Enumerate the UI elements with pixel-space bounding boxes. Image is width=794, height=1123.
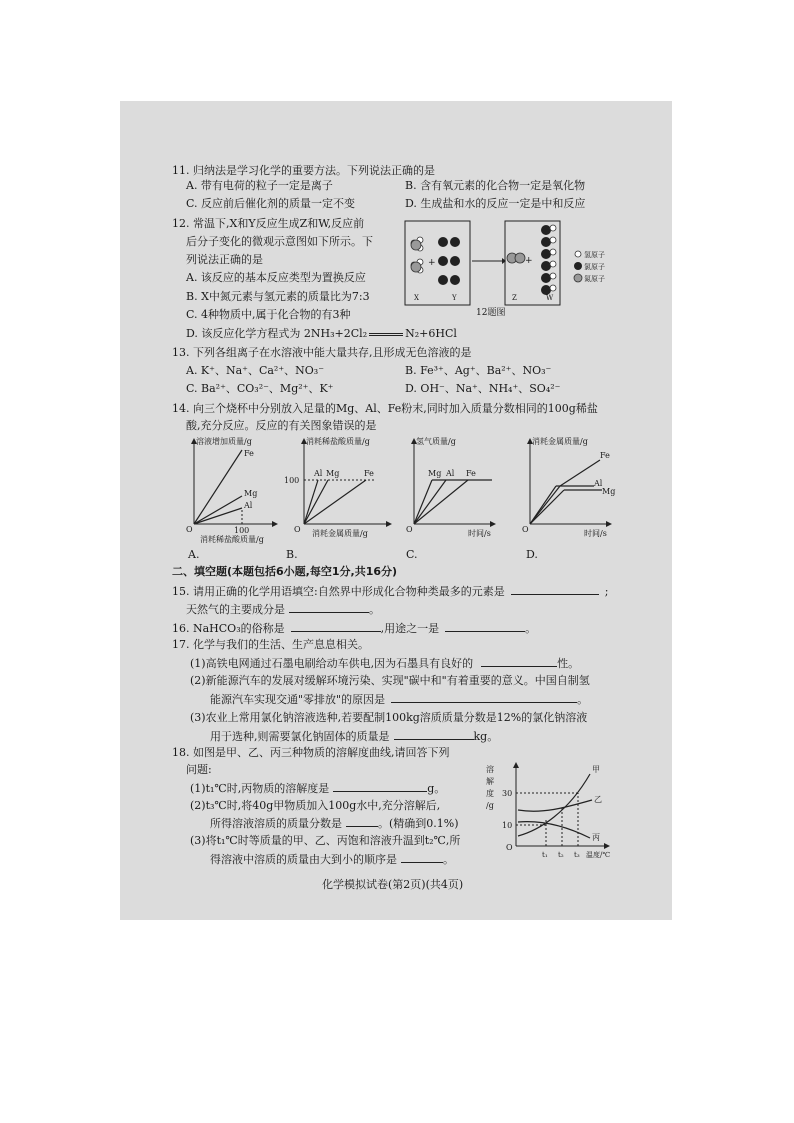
q12-option-c: C. 4种物质中,属于化合物的有3种 (186, 308, 351, 321)
q12-stem-line1: 12. 常温下,X和Y反应生成Z和W,反应前 (172, 217, 365, 230)
q18-sub3-line1: (3)将t₁℃时等质量的甲、乙、丙饱和溶液升温到t₂℃,所 (190, 834, 461, 847)
q17-stem: 17. 化学与我们的生活、生产息息相关。 (172, 638, 369, 651)
graph-a-series-fe: Fe (244, 449, 254, 458)
xtick-t1: t₁ (542, 851, 548, 859)
graph-b-series-fe: Fe (364, 469, 374, 478)
graph-b-xlabel: 消耗金属质量/g (312, 529, 368, 538)
q15-blank-1[interactable] (511, 584, 599, 595)
q14-stem-line1: 14. 向三个烧杯中分别放入足量的Mg、Al、Fe粉末,同时加入质量分数相同的100g稀盐 (172, 402, 598, 415)
q14-option-b: B. (286, 548, 298, 561)
q15-line1: 15. 请用正确的化学用语填空:自然界中形成化合物种类最多的元素是 ; (172, 585, 609, 598)
graph-a-tick: 100 (234, 526, 250, 535)
xtick-t3: t₃ (574, 851, 580, 859)
q12-molecule-figure (400, 218, 620, 318)
q11-option-c: C. 反应前后催化剂的质量一定不变 (186, 197, 356, 210)
q13-option-d: D. OH⁻、Na⁺、NH₄⁺、SO₄²⁻ (405, 382, 561, 395)
series-bing: 丙 (592, 833, 600, 842)
q14-graph-a (184, 436, 284, 548)
section-2-heading: 二、填空题(本题包括6小题,每空1分,共16分) (172, 565, 398, 578)
q12-option-b: B. X中氮元素与氢元素的质量比为7:3 (186, 290, 370, 303)
q12-option-d: D. 该反应化学方程式为 2NH₃+2Cl₂ N₂+6HCl (186, 327, 457, 340)
legend-hydrogen: 氢原子 (584, 251, 605, 259)
q18-stem-line1: 18. 如图是甲、乙、丙三种物质的溶解度曲线,请回答下列 (172, 746, 450, 759)
q15-blank-2[interactable] (289, 602, 369, 613)
q17-blank-2[interactable] (391, 692, 577, 703)
graph-a-series-mg: Mg (244, 489, 258, 498)
q18-sub3-line2: 得溶液中溶质的质量由大到小的顺序是 。 (210, 853, 454, 866)
graph-b-ylabel: 消耗稀盐酸质量/g (306, 437, 370, 446)
q13-option-a: A. K⁺、Na⁺、Ca²⁺、NO₃⁻ (186, 364, 324, 377)
q12-option-a: A. 该反应的基本反应类型为置换反应 (186, 271, 366, 284)
q14-option-c: C. (406, 548, 418, 561)
label-z: Z (512, 294, 517, 302)
q18-solubility-graph (482, 760, 622, 862)
legend-nitrogen: 氮原子 (584, 275, 605, 283)
q18-blank-3[interactable] (401, 852, 443, 863)
graph-a-xlabel: 消耗稀盐酸质量/g (200, 535, 264, 544)
graph-c-origin: O (406, 525, 413, 534)
graph-c-ylabel: 氢气质量/g (416, 437, 456, 446)
q14-stem-line2: 酸,充分反应。反应的有关图象错误的是 (186, 419, 377, 432)
q15-line2: 天然气的主要成分是 。 (186, 603, 380, 616)
q13-option-c: C. Ba²⁺、CO₃²⁻、Mg²⁺、K⁺ (186, 382, 334, 395)
q14-graph-c (402, 436, 502, 548)
ylabel-char-2: 解 (486, 777, 494, 786)
q17-sub3-line1: (3)农业上常用氯化钠溶液选种,若要配制100kg溶质质量分数是12%的氯化钠溶液 (190, 711, 588, 724)
plus-sign: + (428, 258, 436, 268)
q17-sub2-line1: (2)新能源汽车的发展对缓解环境污染、实现"碳中和"有着重要的意义。中国自制氢 (190, 674, 590, 687)
plus-sign: + (525, 256, 533, 266)
graph-c-series-fe: Fe (466, 469, 476, 478)
series-yi: 乙 (594, 795, 602, 804)
graph-b-tick: 100 (284, 476, 300, 485)
label-w: W (546, 294, 554, 302)
ylabel-char-4: /g (486, 801, 494, 810)
q16-line: 16. NaHCO₃的俗称是 ,用途之一是 。 (172, 622, 537, 635)
q17-sub3-line2: 用于选种,则需要氯化钠固体的质量是 kg。 (210, 730, 499, 743)
q12-stem-line2: 后分子变化的微观示意图如下所示。下 (186, 235, 373, 248)
graph-d-series-al: Al (594, 479, 603, 488)
label-y: Y (452, 294, 457, 302)
q17-sub2-line2: 能源汽车实现交通"零排放"的原因是 。 (210, 693, 589, 706)
q18-sub2-line2: 所得溶液溶质的质量分数是 。(精确到0.1%) (210, 817, 459, 830)
ylabel-char-1: 溶 (486, 765, 494, 774)
graph-origin: O (506, 843, 513, 852)
q17-blank-3[interactable] (394, 729, 474, 740)
q18-sub2-line1: (2)t₃℃时,将40g甲物质加入100g水中,充分溶解后, (190, 799, 441, 812)
graph-d-origin: O (522, 525, 529, 534)
q11-option-b: B. 含有氧元素的化合物一定是氧化物 (405, 179, 586, 192)
series-jia: 甲 (592, 765, 600, 774)
q12-stem-line3: 列说法正确的是 (186, 253, 263, 266)
q14-option-d: D. (526, 548, 538, 561)
q16-blank-2[interactable] (445, 621, 525, 632)
graph-c-xlabel: 时间/s (468, 529, 491, 538)
legend-chlorine: 氯原子 (584, 263, 605, 271)
q11-stem: 11. 归纳法是学习化学的重要方法。下列说法正确的是 (172, 164, 435, 177)
q14-graph-b (282, 436, 394, 548)
ylabel-char-3: 度 (486, 789, 494, 798)
graph-b-series-al: Al (314, 469, 323, 478)
equation-sign (369, 333, 403, 336)
q11-option-d: D. 生成盐和水的反应一定是中和反应 (405, 197, 586, 210)
graph-b-origin: O (294, 525, 301, 534)
q18-blank-2[interactable] (346, 816, 378, 827)
xlabel: 温度/℃ (586, 851, 611, 859)
q18-sub1: (1)t₁℃时,丙物质的溶解度是 g。 (190, 782, 446, 795)
q13-stem: 13. 下列各组离子在水溶液中能大量共存,且形成无色溶液的是 (172, 346, 472, 359)
q18-stem-line2: 问题: (186, 763, 212, 776)
ytick-10: 10 (502, 821, 513, 830)
ytick-30: 30 (502, 789, 513, 798)
graph-d-ylabel: 消耗金属质量/g (532, 437, 588, 446)
q16-blank-1[interactable] (291, 621, 381, 632)
q17-sub1: (1)高铁电网通过石墨电刷给动车供电,因为石墨具有良好的 性。 (190, 657, 580, 670)
page-footer: 化学模拟试卷(第2页)(共4页) (322, 878, 464, 891)
q12-figure-caption: 12题图 (476, 308, 506, 318)
graph-d-xlabel: 时间/s (584, 529, 607, 538)
graph-b-series-mg: Mg (326, 469, 340, 478)
label-x: X (414, 294, 419, 302)
q13-option-b: B. Fe³⁺、Ag⁺、Ba²⁺、NO₃⁻ (405, 364, 552, 377)
graph-d-series-fe: Fe (600, 451, 610, 460)
graph-d-series-mg: Mg (602, 487, 616, 496)
graph-c-series-mg: Mg (428, 469, 442, 478)
graph-a-series-al: Al (244, 501, 253, 510)
q14-graph-d (520, 436, 620, 548)
q11-option-a: A. 带有电荷的粒子一定是离子 (186, 179, 333, 192)
graph-a-origin: O (186, 525, 193, 534)
graph-c-series-al: Al (446, 469, 455, 478)
graph-a-ylabel: 溶液增加质量/g (196, 437, 252, 446)
q18-blank-1[interactable] (333, 781, 427, 792)
xtick-t2: t₂ (558, 851, 564, 859)
q14-option-a: A. (188, 548, 200, 561)
q17-blank-1[interactable] (481, 656, 557, 667)
